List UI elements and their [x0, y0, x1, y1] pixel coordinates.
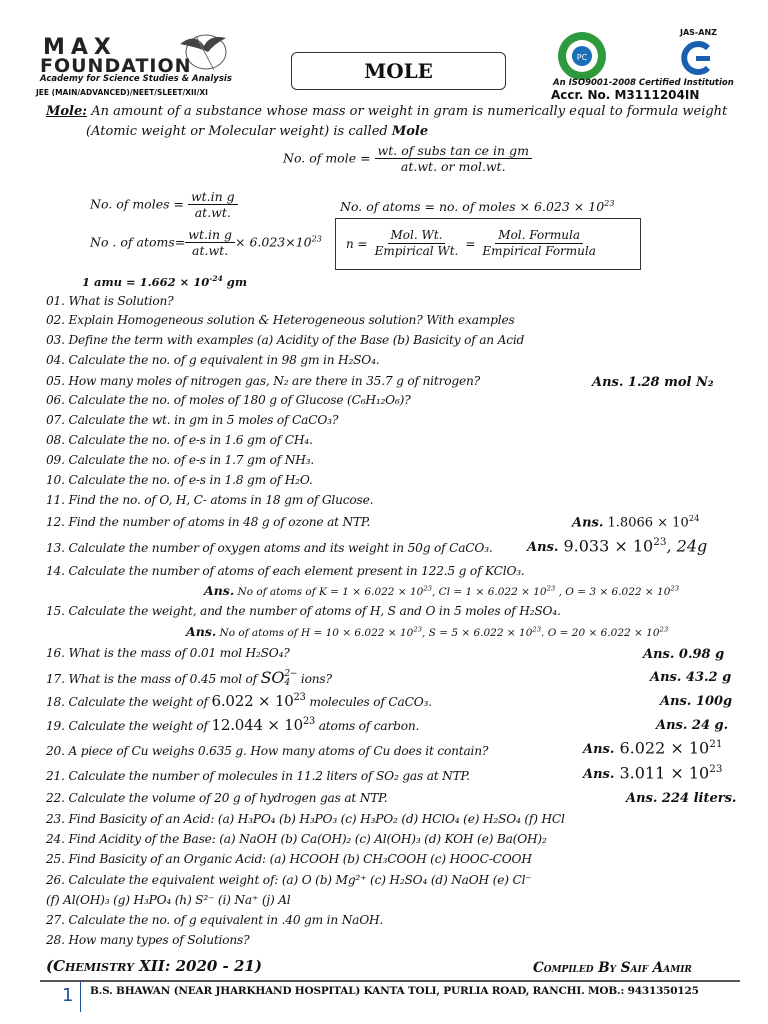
logo-top-text: MAX: [43, 35, 117, 60]
answer-19: Ans. 24 g.: [656, 718, 729, 733]
answer-12-exp: 24: [688, 513, 700, 523]
question-19-tail: atoms of carbon.: [315, 719, 420, 733]
amu-text: 1 amu = 1.662 × 10: [82, 274, 210, 289]
svg-text:PC: PC: [576, 53, 588, 62]
question-18-text: 18. Calculate the weight of: [46, 695, 208, 709]
question-17-formula: [261, 668, 298, 687]
amu-unit: gm: [222, 274, 248, 289]
question-18-number-exp: 23: [293, 692, 306, 703]
answer-16: Ans. 0.98 g: [643, 647, 725, 662]
cert-label: JAS-ANZ: [680, 28, 717, 37]
question-24: 24. Find Acidity of the Base: (a) NaOH (b) Ca(OH)₂ (c) Al(OH)₃ (d) KOH (e) Ba(OH)₂: [46, 832, 547, 846]
formula1-num: wt. of subs tan ce in gm: [375, 144, 532, 159]
answer-22: Ans. 224 liters.: [626, 791, 737, 806]
formula-no-of-atoms: [340, 198, 614, 214]
answer-14-exp3: 23: [670, 584, 680, 593]
amu-definition: [82, 274, 247, 289]
question-25: 25. Find Basicity of an Organic Acid: (a) HCOOH (b) CH₃COOH (c) HOOC-COOH: [46, 852, 532, 866]
formula3-text: No. of atoms = no. of moles × 6.023 × 10: [340, 199, 605, 215]
formula4-num: wt.in g: [185, 228, 235, 243]
question-19: [46, 716, 419, 734]
answer-18: Ans. 100g: [660, 694, 733, 709]
question-05: 05. How many moles of nitrogen gas, N₂ are there in 35.7 g of nitrogen?: [46, 374, 480, 388]
answer-14-exp2: 23: [546, 584, 556, 593]
question-21: 21. Calculate the number of molecules in 11.2 liters of SO₂ gas at NTP.: [46, 769, 470, 783]
formula-no-of-mole: [283, 144, 532, 174]
box-den1: Empirical Wt.: [374, 244, 459, 259]
question-17-formula-base: SO: [260, 668, 285, 687]
answer-15-mid2: . O = 20 × 6.022 × 10: [541, 627, 660, 639]
question-17-tail: ions?: [297, 672, 332, 686]
question-01: 01. What is Solution?: [46, 294, 174, 308]
formula1-den: at.wt. or mol.wt.: [400, 159, 506, 175]
answer-13-value: 9.033 × 10: [563, 536, 654, 556]
box-eq: =: [465, 237, 476, 251]
answer-15-text: No of atoms of H = 10 × 6.022 × 10: [219, 627, 414, 639]
page-number: 1: [62, 985, 74, 1006]
iso-text: An ISO9001-2008 Certified Institution: [553, 78, 734, 88]
question-06: 06. Calculate the no. of moles of 180 g of Glucose (C₆H₁₂O₆)?: [46, 393, 411, 407]
question-26: 26. Calculate the equivalent weight of: (a) O (b) Mg²⁺ (c) H₂SO₄ (d) NaOH (e) Cl⁻: [46, 873, 532, 887]
formula2-fraction: [188, 190, 238, 220]
box-num1: Mol. Wt.: [388, 229, 446, 244]
question-18-number-base: 6.022 × 10: [211, 692, 294, 710]
definition-line1: An amount of a substance whose mass or weight in gram is numerically equal to formula weight: [91, 104, 728, 119]
answer-15-exp2: 23: [532, 625, 542, 634]
question-17-formula-sup: 2−: [284, 668, 298, 679]
formula2-den: at.wt.: [194, 205, 231, 221]
definition-line2-row: [86, 124, 428, 139]
answer-20-value: 6.022 × 10: [619, 738, 710, 758]
formula4-tail: × 6.023×10: [235, 234, 312, 250]
answer-13: [527, 536, 707, 555]
answer-12-value: 1.8066 × 10: [607, 515, 689, 531]
formula4-den: at.wt.: [192, 243, 229, 259]
question-23: 23. Find Basicity of an Acid: (a) H₃PO₄ (b) H₃PO₃ (c) H₃PO₂ (d) HClO₄ (e) H₂SO₄ (f) HCl: [46, 812, 565, 826]
answer-05: Ans. 1.28 mol N₂: [592, 375, 714, 390]
jas-anz-logo-icon: [678, 40, 714, 76]
answer-14: [204, 583, 679, 598]
formula4-fraction: [185, 228, 235, 258]
answer-15-mid1: , S = 5 × 6.022 × 10: [421, 627, 533, 639]
answer-13-exp: 23: [653, 536, 667, 548]
box-num2: Mol. Formula: [495, 229, 583, 244]
question-09: 09. Calculate the no. of e-s in 1.7 gm of NH₃.: [46, 453, 314, 467]
question-14: 14. Calculate the number of atoms of each element present in 122.5 g of KClO₃.: [46, 564, 525, 578]
question-19-number-exp: 23: [303, 716, 316, 727]
question-19-number: [212, 716, 316, 734]
formula1-lhs: No. of mole =: [283, 150, 371, 166]
box-den2: Empirical Formula: [482, 244, 596, 259]
page-title: MOLE: [291, 52, 506, 90]
answer-21-value: 3.011 × 10: [619, 763, 710, 783]
question-04: 04. Calculate the no. of g equivalent in 98 gm in H₂SO₄.: [46, 353, 380, 367]
question-08: 08. Calculate the no. of e-s in 1.6 gm of CH₄.: [46, 433, 313, 447]
footer-address: B.S. BHAWAN (NEAR JHARKHAND HOSPITAL) KANTA TOLI, PURLIA ROAD, RANCHI. MOB.: 9431350125: [90, 985, 699, 997]
question-07: 07. Calculate the wt. in gm in 5 moles of CaCO₃?: [46, 413, 339, 427]
definition-bold-mole: Mole: [391, 124, 429, 139]
answer-13-tail: , 24g: [666, 536, 708, 556]
formula3-exp: 23: [604, 198, 615, 208]
footer-right: Compiled By Saif Aamir: [533, 960, 692, 976]
formula4-lhs: No . of atoms=: [90, 234, 186, 250]
answer-14-exp1: 23: [423, 584, 432, 593]
answer-15-label: Ans.: [186, 624, 217, 639]
answer-12: [572, 513, 699, 530]
footer-left: (Chemistry XII: 2020 - 21): [46, 957, 262, 975]
question-17-text: 17. What is the mass of 0.45 mol of: [46, 672, 257, 686]
definition-line2: (Atomic weight or Molecular weight) is called: [86, 124, 388, 139]
mole-term: Mole:: [46, 104, 88, 119]
answer-12-label: Ans.: [572, 515, 604, 531]
question-17-formula-sub: 4: [284, 677, 290, 688]
question-22: 22. Calculate the volume of 20 g of hydrogen gas at NTP.: [46, 791, 388, 805]
question-11: 11. Find the no. of O, H, C- atoms in 18 gm of Glucose.: [46, 493, 374, 507]
formula4-exp: 23: [311, 233, 322, 244]
empirical-formula-box: [335, 218, 641, 270]
question-18-number: [212, 692, 306, 710]
answer-15: [186, 624, 668, 639]
formula-no-of-moles: [90, 190, 238, 220]
question-16: 16. What is the mass of 0.01 mol H₂SO₄?: [46, 646, 290, 660]
answer-21-label: Ans.: [583, 767, 615, 783]
question-03: 03. Define the term with examples (a) Acidity of the Base (b) Basicity of an Acid: [46, 333, 525, 347]
question-27: 27. Calculate the no. of g equivalent in .40 gm in NaOH.: [46, 913, 384, 927]
question-12: 12. Find the number of atoms in 48 g of ozone at NTP.: [46, 515, 371, 529]
question-18-tail: molecules of CaCO₃.: [305, 695, 432, 709]
question-26-continued: (f) Al(OH)₃ (g) H₃PO₄ (h) S²⁻ (i) Na⁺ (j) Al: [46, 893, 291, 907]
answer-15-exp1: 23: [413, 625, 422, 634]
box-fraction2: [479, 229, 599, 258]
question-18: [46, 692, 432, 710]
amu-exp: -24: [209, 274, 223, 283]
tagline: Academy for Science Studies & Analysis: [40, 74, 232, 84]
question-19-number-base: 12.044 × 10: [211, 716, 303, 734]
formula1-fraction: [375, 144, 532, 174]
answer-21: [583, 763, 722, 782]
perfection-seal-icon: [556, 30, 608, 82]
question-13: 13. Calculate the number of oxygen atoms and its weight in 50g of CaCO₃.: [46, 541, 493, 555]
logo-bottom-text: FOUNDATION: [40, 55, 192, 77]
answer-15-exp3: 23: [659, 625, 669, 634]
accreditation-number: Accr. No. M3111204IN: [551, 88, 700, 102]
question-15: 15. Calculate the weight, and the number of atoms of H, S and O in 5 moles of H₂SO₄.: [46, 604, 561, 618]
page-number-divider: [80, 982, 81, 1012]
answer-21-exp: 23: [709, 763, 723, 775]
footer-divider: [40, 980, 740, 982]
answer-17: Ans. 43.2 g: [650, 670, 732, 685]
question-20: 20. A piece of Cu weighs 0.635 g. How many atoms of Cu does it contain?: [46, 744, 489, 758]
question-10: 10. Calculate the no. of e-s in 1.8 gm of H₂O.: [46, 473, 313, 487]
answer-13-label: Ans.: [527, 540, 559, 556]
answer-14-label: Ans.: [204, 583, 235, 598]
answer-20-exp: 21: [709, 738, 723, 750]
courses: JEE (MAIN/ADVANCED)/NEET/SLEET/XII/XI: [36, 88, 208, 97]
answer-20: [583, 738, 722, 757]
question-17: [46, 668, 332, 688]
question-28: 28. How many types of Solutions?: [46, 933, 250, 947]
box-lhs: n =: [346, 237, 368, 251]
formula-atoms-detail: [90, 228, 322, 258]
question-02: 02. Explain Homogeneous solution & Heterogeneous solution? With examples: [46, 313, 515, 327]
answer-14-mid2: , O = 3 × 6.022 × 10: [555, 586, 671, 598]
answer-14-text: No of atoms of K = 1 × 6.022 × 10: [237, 586, 424, 598]
answer-14-mid1: , Cl = 1 × 6.022 × 10: [432, 586, 547, 598]
question-19-text: 19. Calculate the weight of: [46, 719, 208, 733]
mole-definition: [46, 104, 727, 119]
formula2-num: wt.in g: [188, 190, 238, 205]
formula2-lhs: No. of moles =: [90, 196, 184, 212]
answer-20-label: Ans.: [583, 742, 615, 758]
box-fraction1: [372, 229, 462, 258]
